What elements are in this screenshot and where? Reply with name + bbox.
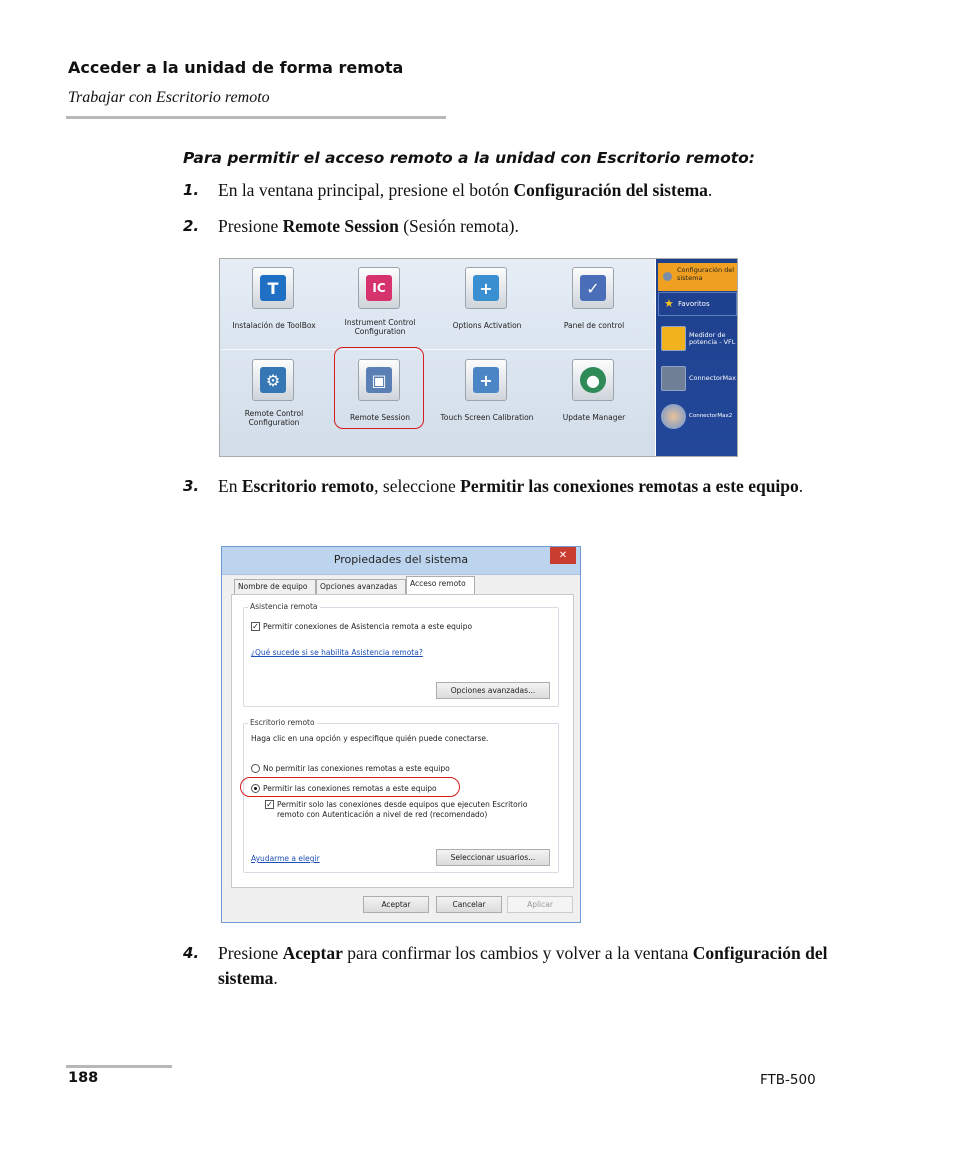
tab-advanced[interactable]: Opciones avanzadas — [316, 579, 406, 594]
remote-control-icon: ⚙ — [260, 367, 286, 393]
step-text: para confirmar los cambios y volver a la ventana — [342, 943, 693, 963]
nla-checkbox[interactable]: ✓ — [266, 800, 273, 809]
favorites-label: Favoritos — [678, 300, 710, 308]
connectormax-icon — [661, 366, 686, 391]
tile-remote-control[interactable] — [220, 351, 328, 435]
apply-button[interactable]: Aplicar — [507, 896, 573, 913]
tile-icon-frame — [465, 267, 507, 309]
step-bold: Permitir las conexiones remotas a este equipo — [460, 476, 799, 496]
group-legend: Asistencia remota — [250, 602, 318, 611]
step-text: . — [273, 968, 278, 988]
tile-control-panel[interactable] — [540, 259, 648, 343]
app-label: Medidor de potencia - VFL — [689, 330, 736, 346]
tile-label: Instalación de ToolBox — [232, 321, 316, 330]
app-power-meter[interactable] — [658, 323, 737, 355]
tile-icon-frame — [572, 267, 614, 309]
remote-session-icon: ▣ — [366, 367, 392, 393]
deny-connections-radio[interactable] — [251, 764, 260, 773]
tile-touch-screen[interactable] — [433, 351, 541, 435]
remote-desktop-group — [243, 718, 559, 873]
remote-panel — [231, 594, 574, 888]
advanced-options-button[interactable]: Opciones avanzadas... — [436, 682, 550, 699]
section-subtitle: Trabajar con Escritorio remoto — [68, 89, 270, 106]
nla-label-line2: remoto con Autenticación a nivel de red (recomendado) — [277, 810, 488, 819]
assistance-help-link[interactable]: ¿Qué sucede si se habilita Asistencia remota? — [251, 648, 423, 657]
select-users-button[interactable]: Seleccionar usuarios... — [436, 849, 550, 866]
step-2 — [183, 214, 833, 239]
system-properties-dialog — [221, 546, 581, 923]
ok-button[interactable]: Aceptar — [363, 896, 429, 913]
main-window-screenshot — [219, 258, 738, 457]
app-connectormax[interactable] — [658, 363, 737, 395]
tile-instrument-control[interactable] — [326, 259, 434, 343]
tile-label: Update Manager — [562, 413, 626, 422]
options-activation-icon: + — [473, 275, 499, 301]
highlight-allow-connections — [240, 777, 460, 797]
header-rule — [66, 116, 446, 119]
tile-label: Touch Screen Calibration — [440, 413, 534, 422]
step-number: 2. — [183, 217, 200, 235]
app-label: ConnectorMax2 — [689, 413, 733, 420]
tile-icon-frame — [572, 359, 614, 401]
deny-connections-label: No permitir las conexiones remotas a este equipo — [263, 764, 450, 773]
step-text: Presione — [218, 216, 283, 236]
control-panel-icon: ✓ — [580, 275, 606, 301]
step-text: . — [707, 180, 713, 200]
tile-label: Remote Control Configuration — [244, 409, 304, 427]
step-bold: Aceptar — [282, 943, 343, 963]
config-icon — [663, 272, 672, 281]
tile-options-activation[interactable] — [433, 259, 541, 343]
step-text: . — [798, 476, 804, 496]
app-grid — [220, 259, 655, 457]
allow-assistance-checkbox[interactable]: ✓ — [252, 622, 259, 631]
tab-remote[interactable]: Acceso remoto — [406, 576, 475, 594]
help-me-choose-link[interactable]: Ayudarme a elegir — [251, 854, 320, 863]
tile-label: Options Activation — [452, 321, 522, 330]
system-config-button[interactable] — [658, 263, 737, 291]
tile-toolbox[interactable] — [220, 259, 328, 343]
document-id: FTB-500 — [760, 1072, 816, 1088]
app-label: ConnectorMax — [689, 374, 736, 383]
tile-icon-frame — [358, 267, 400, 309]
power-meter-icon — [661, 326, 686, 351]
instrument-control-icon: IC — [366, 275, 392, 301]
touch-screen-icon: + — [473, 367, 499, 393]
step-text: , seleccione — [374, 476, 461, 496]
dialog-title: Propiedades del sistema — [333, 553, 469, 566]
step-text: En — [218, 476, 242, 496]
step-4 — [183, 941, 833, 991]
cancel-button[interactable]: Cancelar — [436, 896, 502, 913]
step-bold: Escritorio remoto — [241, 476, 375, 496]
update-manager-icon: ● — [580, 367, 606, 393]
dialog-titlebar — [222, 547, 580, 574]
page-number: 188 — [68, 1070, 99, 1086]
remote-desktop-intro: Haga clic en una opción y especifique quién puede conectarse. — [251, 734, 489, 743]
favorites-button[interactable] — [658, 292, 737, 316]
step-bold: Configuración del sistema — [218, 943, 828, 988]
dialog-body — [222, 574, 580, 922]
app-connectormax2[interactable] — [658, 401, 737, 433]
step-text: Presione — [218, 943, 283, 963]
tile-icon-frame — [465, 359, 507, 401]
step-text: En la ventana principal, presione el botón — [218, 180, 514, 200]
tile-icon-frame — [252, 267, 294, 309]
group-legend: Escritorio remoto — [250, 718, 315, 727]
tile-label: Remote Session — [350, 413, 410, 422]
tab-computer-name[interactable]: Nombre de equipo — [234, 579, 316, 594]
allow-connections-label: Permitir las conexiones remotas a este equipo — [263, 784, 437, 793]
remote-assistance-group — [243, 602, 559, 707]
step-3 — [183, 474, 833, 499]
step-text: (Sesión remota). — [398, 216, 519, 236]
sidebar — [656, 259, 738, 457]
tile-update-manager[interactable] — [540, 351, 648, 435]
toolbox-icon: T — [260, 275, 286, 301]
procedure-title: Para permitir el acceso remoto a la unidad con Escritorio remoto: — [183, 149, 756, 167]
close-icon[interactable]: ✕ — [550, 547, 576, 564]
allow-assistance-label: Permitir conexiones de Asistencia remota a este equipo — [263, 622, 473, 631]
star-icon: ★ — [664, 297, 674, 310]
tile-label: Instrument Control Configuration — [344, 318, 416, 336]
step-number: 3. — [183, 477, 200, 495]
section-title: Acceder a la unidad de forma remota — [68, 58, 404, 77]
step-bold: Remote Session — [282, 216, 399, 236]
system-config-label: Configuración del sistema — [677, 266, 735, 282]
connectormax2-icon — [661, 404, 686, 429]
nla-label-line1: Permitir solo las conexiones desde equipos que ejecuten Escritorio — [277, 800, 528, 809]
footer-rule — [66, 1065, 172, 1068]
tile-icon-frame — [252, 359, 294, 401]
step-number: 4. — [183, 944, 200, 962]
tile-label: Panel de control — [563, 321, 625, 330]
step-1 — [183, 178, 833, 203]
step-bold: Configuración del sistema — [513, 180, 708, 200]
highlight-remote-session — [334, 347, 424, 429]
step-number: 1. — [183, 181, 200, 199]
